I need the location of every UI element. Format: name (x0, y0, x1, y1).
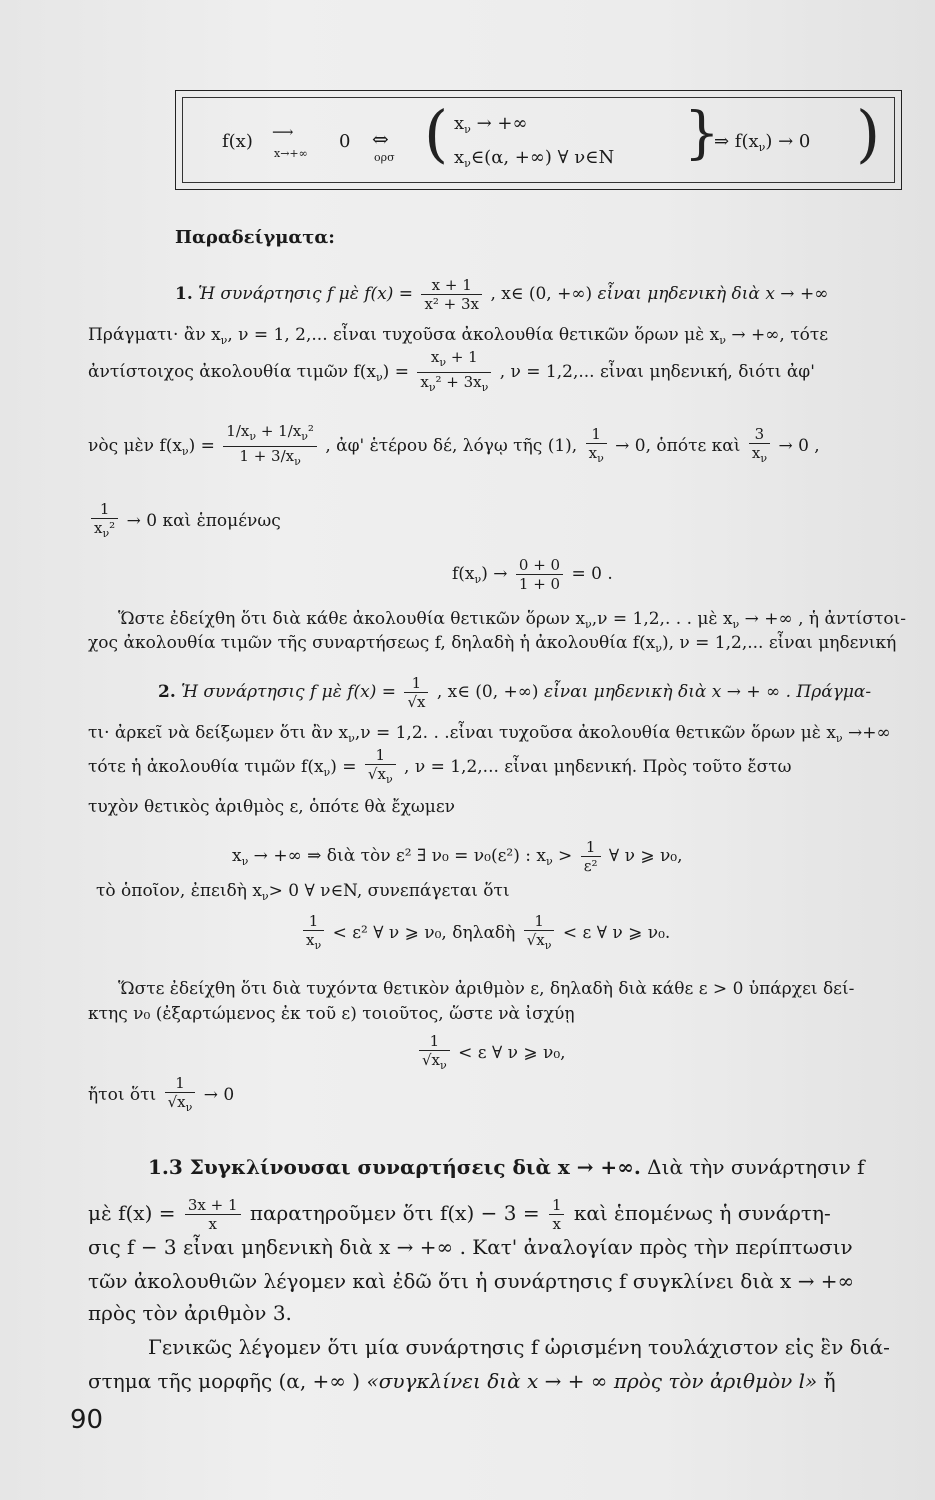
ex2-l7-frac2 (524, 912, 555, 955)
ex2-l11-num: 1 (165, 1074, 196, 1093)
box-cond1: $x_\nu$ → +∞ (454, 113, 528, 136)
ex1-l4c: → 0, ὁπότε καὶ (615, 436, 741, 456)
section-l7c: ἤ (823, 1369, 836, 1393)
ex1-l6b: = 0 . (571, 564, 613, 584)
ex1-l4-frac2-den: $x_\nu$ (751, 444, 768, 465)
section-line-7 (88, 1370, 927, 1392)
ex1-domain: , x∈ (0, +∞) (490, 284, 593, 304)
ex2-l10-frac (419, 1032, 450, 1075)
ex1-line-5 (88, 500, 927, 543)
ex2-line-5 (232, 838, 683, 875)
ex2-line-4: τυχὸν θετικὸς ἀριθμὸς ε, ὁπότε θὰ ἔχωμεν (88, 797, 455, 817)
ex2-frac-den: √x (407, 693, 426, 711)
ex1-l4-frac1-den: $x_\nu$ (588, 444, 604, 465)
box-equiv-sub: ορσ (374, 151, 395, 164)
ex2-l7b: < ε ∀ ν ⩾ ν₀. (562, 923, 671, 943)
ex2-l11-frac (165, 1074, 196, 1117)
section-l2b: παρατηροῦμεν ὅτι f(x) − 3 = (249, 1201, 540, 1225)
ex2-l7a: < ε² ∀ ν ⩾ ν₀, δηλαδὴ (332, 923, 516, 943)
ex1-number: 1. (175, 284, 193, 304)
ex1-line-2: Πράγματι· ἂν $x_\nu$, ν = 1, 2,... εἶναι τυχοῦσα ἀκολουθία θετικῶν ὅρων μὲ $x_\nu$ → +∞, τότε (88, 325, 829, 347)
ex1-line-1 (175, 276, 927, 313)
ex1-l4-frac1 (586, 425, 607, 468)
box-right-brace: } (684, 101, 720, 166)
ex2-l7-frac1-num: 1 (303, 912, 324, 931)
ex2-line-6: τὸ ὁποῖον, ἐπειδὴ $x_\nu> 0$ ∀ ν∈N, συνεπάγεται ὅτι (96, 881, 510, 903)
ex1-line-8: χος ἀκολουθία τιμῶν τῆς συναρτήσεως f, δηλαδὴ ἡ ἀκολουθία $f(x_\nu)$, ν = 1,2,... εἶναι μηδενική (88, 633, 897, 655)
ex2-line-7 (300, 912, 670, 955)
ex1-l3-num: $x_\nu + 1$ (417, 348, 491, 373)
ex1-l4a: νὸς μὲν $f(x_\nu)$ = (88, 436, 215, 458)
section-l2-den: x (208, 1215, 217, 1233)
ex1-frac-den: x² + 3x (424, 295, 480, 313)
ex2-l5b: ∀ ν ⩾ ν₀, (608, 846, 683, 866)
box-equiv: ⇔ (372, 127, 389, 151)
ex2-l5a: $x_\nu$ → +∞ ⇒ διὰ τὸν ε² ∃ ν₀ = ν₀(ε²) : $x_\nu$ > (232, 846, 573, 868)
ex1-l4-compound-fraction (223, 422, 317, 471)
section-l2c: καὶ ἑπομένως ἡ συνάρτη- (573, 1201, 831, 1225)
box-implies: ⇒ $f(x_\nu) \to 0$ (714, 131, 811, 154)
ex2-intro: Ἡ συνάρτησις f μὲ f(x) = (181, 682, 397, 702)
section-l2-num: 3x + 1 (185, 1196, 241, 1215)
ex1-l5-den: $x_\nu^2$ (94, 519, 116, 540)
section-l7a: στημα τῆς μορφῆς (α, +∞ ) (88, 1369, 361, 1393)
ex1-line-3 (88, 348, 927, 397)
ex2-l3b: , ν = 1,2,... εἶναι μηδενική. Πρὸς τοῦτο ἔστω (404, 757, 792, 777)
ex1-l4-den: $1 + 3/x_\nu$ (239, 447, 301, 468)
ex1-l6-frac (516, 556, 563, 593)
ex2-l3-num: 1 (365, 746, 396, 765)
section-line-4: τῶν ἀκολουθιῶν λέγομεν καὶ ἐδῶ ὅτι ἡ συνάρτησις f συγκλίνει διὰ x → +∞ (88, 1269, 855, 1293)
box-lhs: f(x) (222, 131, 253, 152)
ex1-l5-frac (91, 500, 118, 543)
ex2-l3-den: $√x_\nu$ (367, 765, 393, 786)
box-cond2: $x_\nu\in(\alpha$, +∞) ∀ ν∈N (454, 147, 615, 170)
ex2-l5-num: 1 (581, 838, 601, 857)
ex1-fraction (421, 276, 482, 313)
ex2-frac-num: 1 (404, 674, 428, 693)
ex1-l3b: , ν = 1,2,... εἶναι μηδενική, διότι ἀφ' (499, 362, 815, 382)
ex2-l10-num: 1 (419, 1032, 450, 1051)
section-l2-frac2-num: 1 (549, 1196, 565, 1215)
ex2-line-8: Ὥστε ἐδείχθη ὅτι διὰ τυχόντα θετικὸν ἀριθμὸν ε, δηλαδὴ διὰ κάθε ε > 0 ὑπάρχει δεί- (118, 979, 855, 999)
ex2-l7-frac2-den: $√x_\nu$ (526, 931, 552, 952)
ex2-domain: , x∈ (0, +∞) (436, 682, 539, 702)
ex1-l5: → 0 καὶ ἑπομένως (126, 511, 281, 531)
section-title: 1.3 Συγκλίνουσαι συναρτήσεις διὰ x → +∞. (148, 1155, 641, 1179)
section-line-6: Γενικῶς λέγομεν ὅτι μία συνάρτησις f ὡρισμένη τουλάχιστον εἰς ἓν διά- (148, 1335, 890, 1359)
ex1-line-7: Ὥστε ἐδείχθη ὅτι διὰ κάθε ἀκολουθία θετικῶν ὅρων $x_\nu,\nu = 1,2$,. . . μὲ $x_\nu$ → +∞ , ἡ ἀντίστοι- (118, 609, 907, 631)
box-arrow: ⟶ (272, 123, 294, 141)
examples-heading: Παραδείγματα: (175, 227, 335, 248)
ex2-l11b: → 0 (203, 1085, 235, 1105)
section-l2-frac2 (549, 1196, 565, 1233)
ex1-frac-num: x + 1 (421, 276, 482, 295)
box-arrow-sub: x→+∞ (274, 147, 308, 160)
ex2-l7-frac1 (303, 912, 324, 955)
ex2-l10-den: $√x_\nu$ (422, 1051, 447, 1072)
ex2-l7-frac1-den: $x_\nu$ (306, 931, 322, 952)
box-zero: 0 (339, 131, 351, 152)
ex2-line-3 (88, 746, 927, 789)
ex2-l5-frac (581, 838, 601, 875)
ex1-tail: εἶναι μηδενικὴ διὰ x → +∞ (597, 284, 829, 304)
ex2-line-2: τι· ἀρκεῖ νὰ δείξωμεν ὅτι ἂν $x_\nu,\nu = 1,2$. . .εἶναι τυχοῦσα ἀκολουθία θετικῶν ὅρων μὲ $x_\nu$ →+∞ (88, 723, 891, 745)
ex1-l4b: , ἀφ' ἑτέρου δέ, λόγῳ τῆς (1), (325, 436, 578, 456)
section-l2-frac2-den: x (552, 1215, 561, 1233)
box-left-paren: ( (424, 97, 449, 170)
ex1-line-4 (88, 422, 927, 471)
ex1-line-6 (452, 556, 613, 593)
section-title-line (148, 1156, 927, 1178)
ex2-l11a: ἤτοι ὅτι (88, 1085, 157, 1105)
section-l2a: μὲ f(x) = (88, 1201, 176, 1225)
ex1-l5-num: 1 (91, 500, 118, 519)
ex2-line-9: κτης ν₀ (ἐξαρτώμενος ἐκ τοῦ ε) τοιοῦτος, ὥστε νὰ ἰσχύῃ (88, 1004, 575, 1024)
ex2-fraction (404, 674, 428, 711)
ex2-l3-frac (365, 746, 396, 789)
section-line-3: σις f − 3 εἶναι μηδενικὴ διὰ x → +∞ . Κατ' ἀναλογίαν πρὸς τὴν περίπτωσιν (88, 1235, 853, 1259)
ex2-l3a: τότε ἡ ἀκολουθία τιμῶν $f(x_\nu)$ = (88, 757, 357, 779)
ex2-tail: εἶναι μηδενικὴ διὰ x → + ∞ . Πράγμα- (543, 682, 872, 702)
ex2-line-1 (158, 674, 927, 711)
section-title-tail: Διὰ τὴν συνάρτησιν f (647, 1155, 865, 1179)
ex1-l4d: → 0 , (778, 436, 820, 456)
ex1-l4-frac1-num: 1 (586, 425, 607, 444)
ex1-l4-frac2 (749, 425, 770, 468)
ex1-l3-den: $x_\nu^2 + 3x_\nu$ (420, 373, 489, 394)
ex1-l4-num: $1/x_\nu + 1/x_\nu^2$ (223, 422, 317, 447)
ex1-l6-num: 0 + 0 (516, 556, 563, 575)
ex1-l4-frac2-num: 3 (749, 425, 770, 444)
ex2-l10: < ε ∀ ν ⩾ ν₀, (458, 1043, 566, 1063)
box-right-paren: ) (856, 97, 881, 170)
ex2-line-11 (88, 1074, 927, 1117)
ex2-l5-den: ε² (583, 857, 598, 875)
section-l2-frac (185, 1196, 241, 1233)
ex1-intro: Ἡ συνάρτησις f μὲ f(x) = (198, 284, 414, 304)
ex1-l6: $f(x_\nu)$ → (452, 564, 508, 586)
ex2-l11-den: $√x_\nu$ (167, 1093, 193, 1114)
ex2-number: 2. (158, 682, 176, 702)
ex2-l7-frac2-num: 1 (524, 912, 555, 931)
ex1-l3-fraction (417, 348, 491, 397)
ex2-line-10 (416, 1032, 566, 1075)
section-line-5: πρὸς τὸν ἀριθμὸν 3. (88, 1301, 292, 1325)
definition-box (175, 90, 902, 190)
ex1-l3a: ἀντίστοιχος ἀκολουθία τιμῶν $f(x_\nu)$ = (88, 362, 409, 384)
section-l7b: «συγκλίνει διὰ x → + ∞ πρὸς τὸν ἀριθμὸν l» (366, 1369, 818, 1393)
section-line-2 (88, 1196, 927, 1233)
ex1-l6-den: 1 + 0 (518, 575, 561, 593)
page-number: 90 (70, 1405, 104, 1435)
